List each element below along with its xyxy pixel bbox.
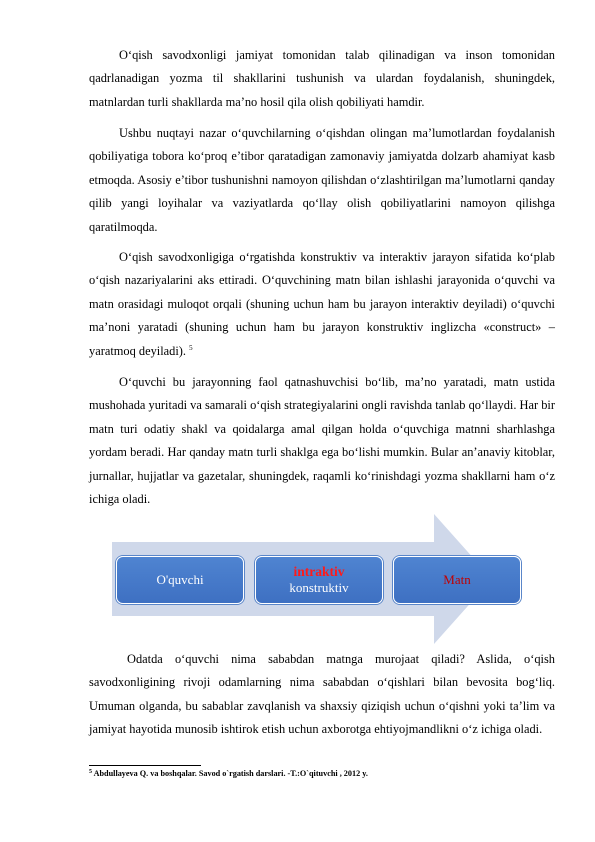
- footnote-ref: 5: [189, 343, 193, 352]
- box-oquvchi: [116, 556, 244, 604]
- box-konstruktiv-label: konstruktiv: [289, 580, 349, 595]
- paragraph-5: Odatda o‘quvchi nima sababdan matnga murojaat qiladi? Aslida, o‘qish savodxonligining rivoji odamlarning nima sababdan o‘qishlari bilan bevosita bog‘liq. Umuman olganda, bu sabablar zavqlanish va shaxsiy qiziqish uchun o‘qishni yoki ta’lim va jamiyat hayotida munosib ishtirok etish uchun axborotga ehtiyojmandlikni o‘z ichiga oladi.: [89, 652, 555, 737]
- footnote-divider: [89, 765, 201, 766]
- footnote: [89, 768, 555, 780]
- box-oquvchi-label: O'quvchi: [156, 572, 204, 587]
- paragraph-3: O‘qish savodxonligiga o‘rgatishda konstruktiv va interaktiv jarayon sifatida ko‘plab o‘qish nazariyalarini aks ettiradi. O‘quvchining matn bilan ishlashi jarayonida o‘quvchi va matn orasidagi muloqot orqali (shuning uchun ham bu jarayon interaktiv deyiladi) o‘quvchi ma’noni yaratadi (shuning uchun ham bu jarayon konstruktiv inglizcha «construct» – yaratmoq deyiladi). $^5$: [89, 250, 555, 358]
- footnote-number: 5: [89, 769, 92, 775]
- paragraph-1: O‘qish savodxonligi jamiyat tomonidan talab qilinadigan va inson tomonidan qadrlanadigan yozma til shakllarini tushunish va ulardan foydalanish, shuningdek, matnlardan turli shakllarda ma’no hosil qila olish qobiliyati hamdir.: [89, 48, 555, 109]
- box-interaktiv-konstruktiv: [255, 556, 383, 604]
- process-diagram: [112, 514, 526, 644]
- paragraph-4: O‘quvchi bu jarayonning faol qatnashuvchisi bo‘lib, ma’no yaratadi, matn ustida mushohada yuritadi va samarali o‘qish strategiyalarini ongli ravishda tanlab qo‘llaydi. Har bir matn turi odatiy shakl va qoidalarga amal qilgan holda o‘quvchiga matnni sharhlashga yordam beradi. Har qanday matn turli shaklga ega bo‘lishi mumkin. Bular an’anaviy kitoblar, jurnallar, hujjatlar va gazetalar, shuningdek, raqamli ko‘rinishdagi yozma shakllarni ham o‘z ichiga oladi.: [89, 375, 555, 507]
- box-matn: [393, 556, 521, 604]
- box-interaktiv-label: intraktiv: [293, 564, 345, 579]
- box-matn-label: Matn: [443, 572, 471, 587]
- footnote-text: Abdullayeva Q. va boshqalar. Savod o`rgatish darslari. -T.:O`qituvchi , 2012 y.: [92, 769, 368, 778]
- paragraph-2: Ushbu nuqtayi nazar o‘quvchilarning o‘qishdan olingan ma’lumotlardan foydalanish qobiliyatiga tobora ko‘proq e’tibor qaratadigan zamonaviy jamiyatda dolzarb ahamiyat kasb etmoqda. Asosiy e’tibor tushunishni namoyon qilishdan o‘zlashtirilgan ma’lumotlarni qanday qilib yangi loyihalar va vaziyatlarda qo‘llay olish qobiliyatlarini namoyon qilishga qaratilmoqda.: [89, 126, 555, 234]
